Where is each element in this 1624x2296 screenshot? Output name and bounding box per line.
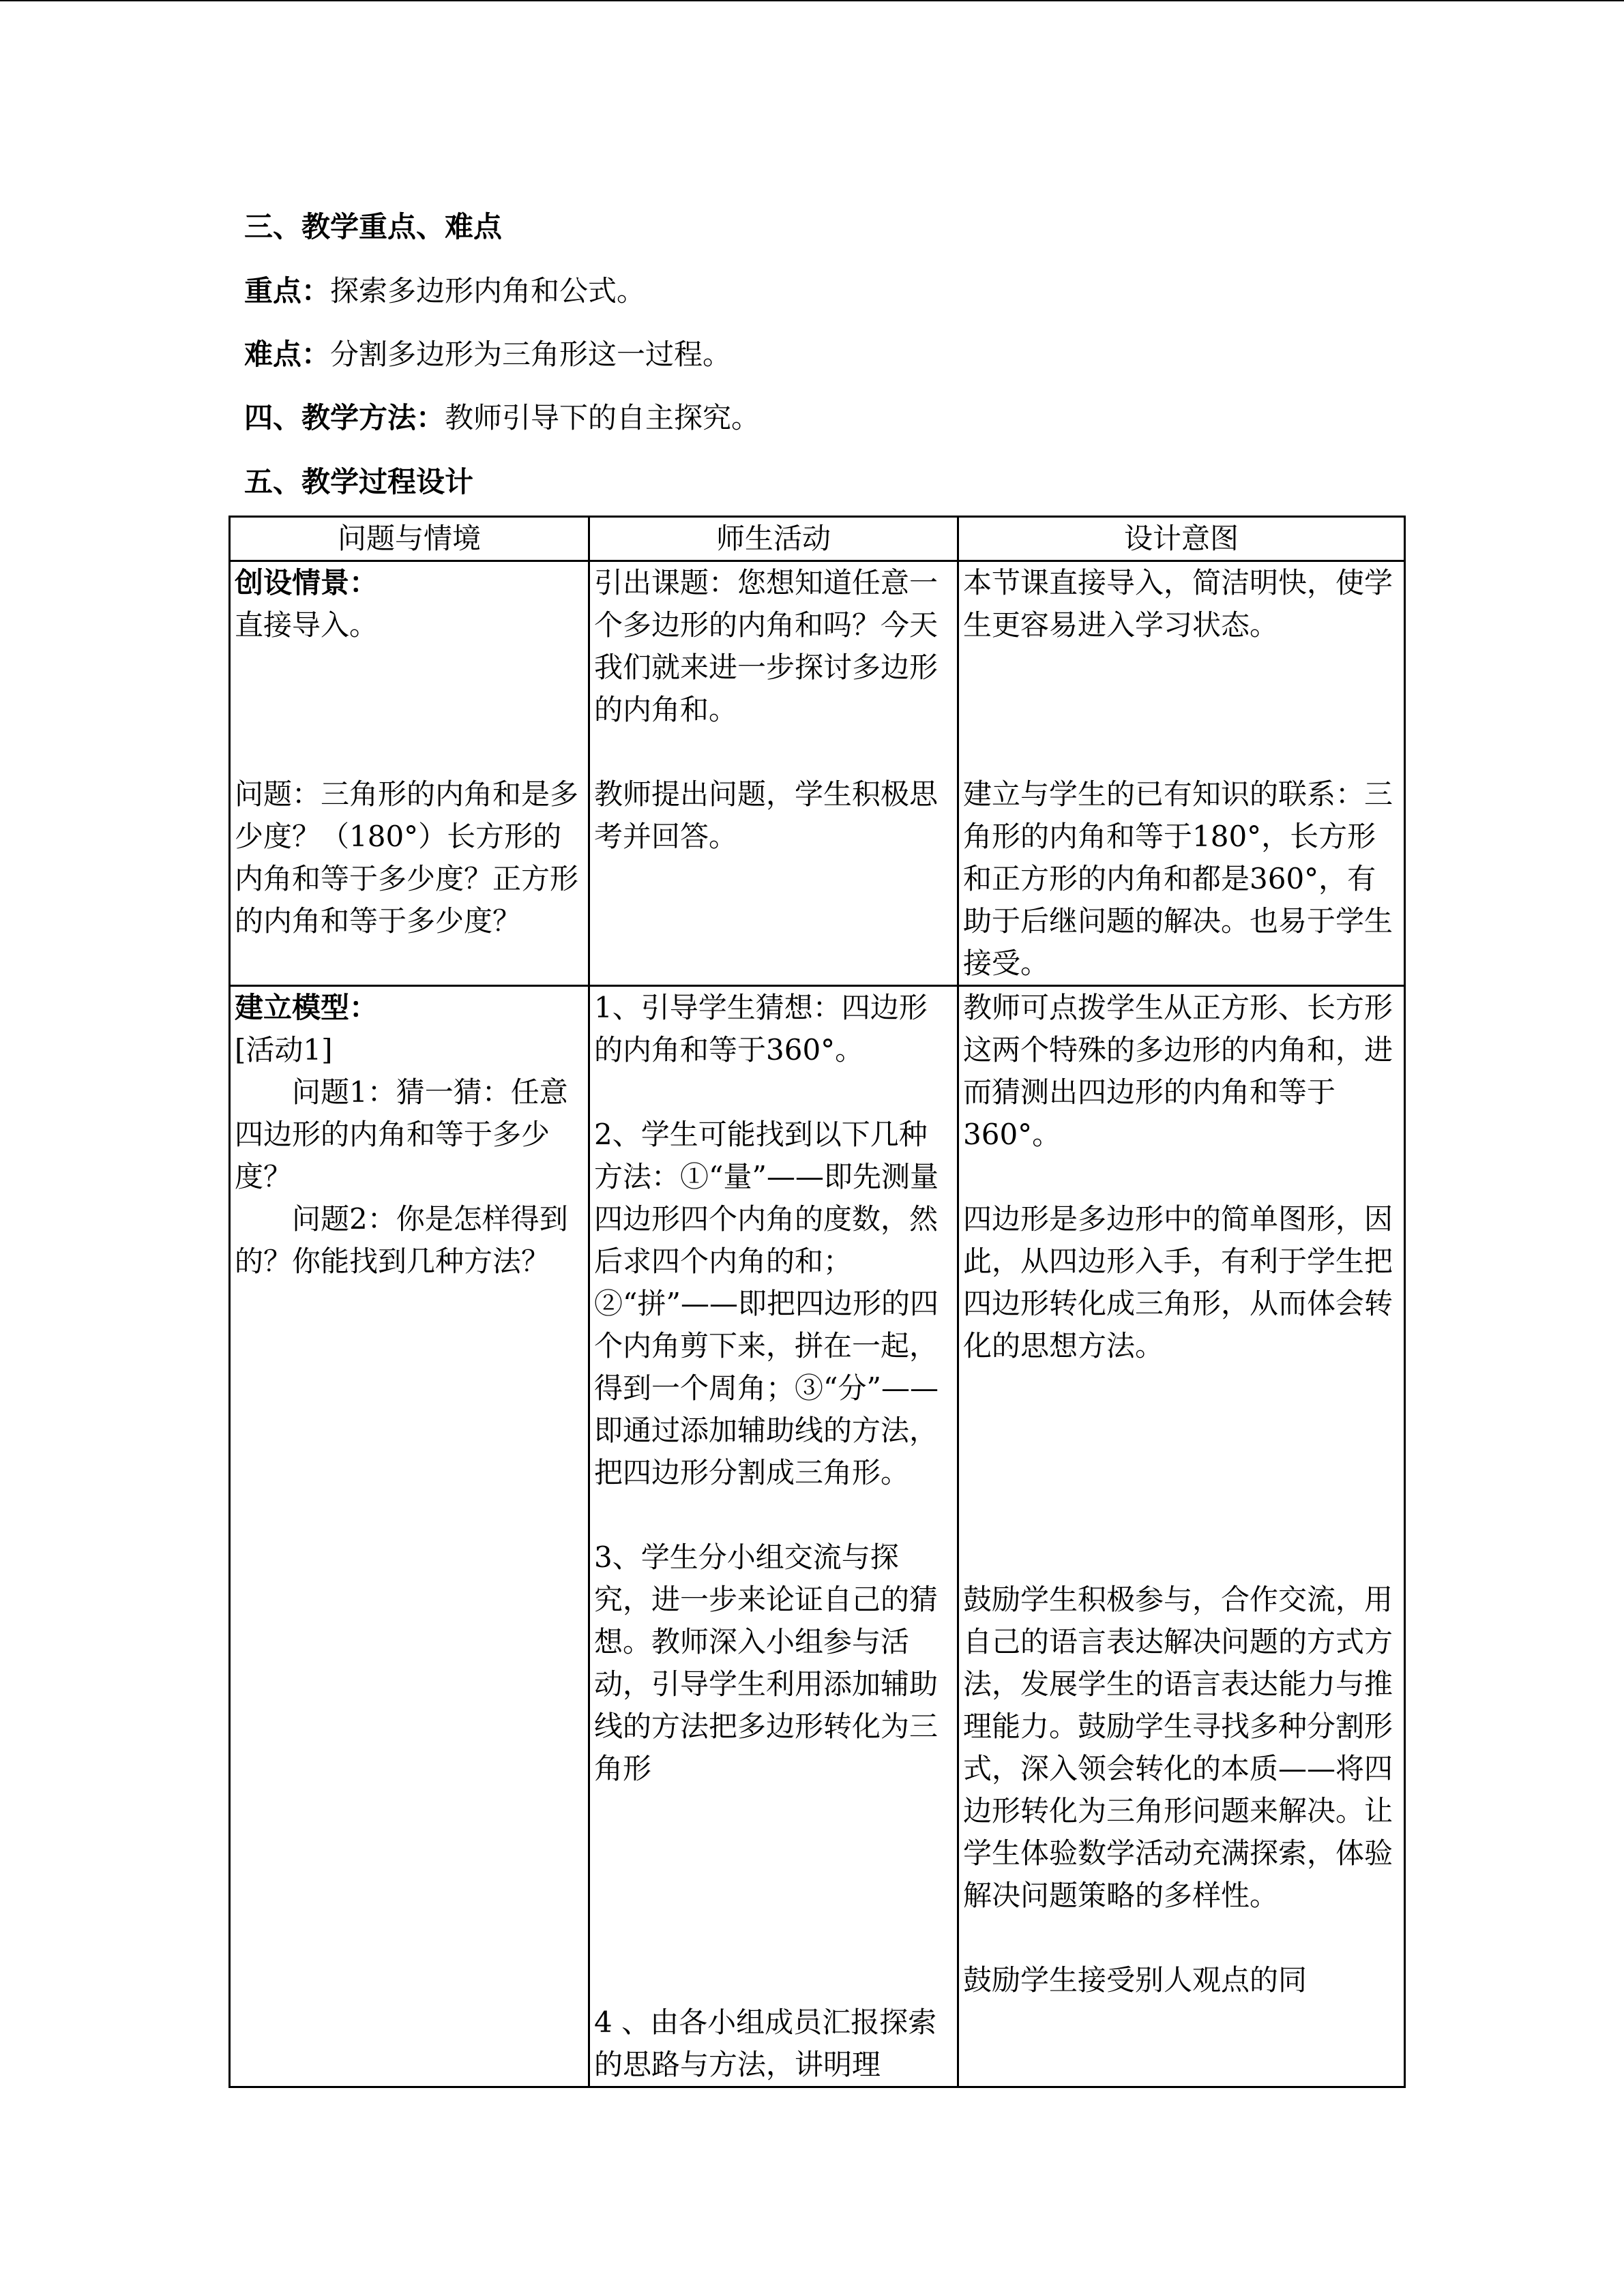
question-1: 问题1：猜一猜：任意四边形的内角和等于多少度？ [235,1075,568,1193]
cell-activity-model [589,986,958,2087]
cell-activity-intro [589,561,958,986]
cell-intent-model [958,986,1405,2087]
lesson-design-table [228,516,1406,2088]
activity-step-1: 1、引导学生猜想：四边形的内角和等于360°。 [594,991,928,1067]
header-activity: 师生活动 [589,517,958,561]
model-title: 建立模型： [235,991,379,1024]
table-header-row [230,517,1405,561]
section-3-heading: 三、教学重点、难点 [244,210,503,243]
cell-intent-intro [958,561,1405,986]
situation-title: 创设情景： [235,566,379,599]
intent-connection-text: 建立与学生的已有知识的联系：三角形的内角和等于180°，长方形和正方形的内角和都是360°，有助于后继问题的解决。也易于学生接受。 [963,777,1393,980]
situation-question: 问题：三角形的内角和是多少度？（180°）长方形的内角和等于多少度？正方形的内角和等于多少度？ [235,777,579,938]
activity-question-text: 教师提出问题，学生积极思考并回答。 [594,777,939,853]
header-intent: 设计意图 [958,517,1405,561]
table-row-model [230,986,1405,2087]
cell-situation-intro [230,561,589,986]
intent-step-2: 四边形是多边形中的简单图形，因此，从四边形入手，有利于学生把四边形转化成三角形，从而体会转化的思想方法。 [963,1202,1393,1362]
activity-step-4: 4 、由各小组成员汇报探索的思路与方法，讲明理 [594,2006,937,2081]
key-point: 重点：探索多边形内角和公式。 [244,274,646,308]
page-top-border [0,0,1624,1]
difficulty-point: 难点：分割多边形为三角形这一过程。 [244,338,732,371]
intent-step-3: 鼓励学生积极参与，合作交流，用自己的语言表达解决问题的方式方法，发展学生的语言表达能力与推理能力。鼓励学生寻找多种分割形式，深入领会转化的本质——将四边形转化为三角形问题来解决。让学生体验数学活动充满探索，体验解决问题策略的多样性。 [963,1583,1393,1912]
intent-step-1: 教师可点拨学生从正方形、长方形这两个特殊的多边形的内角和，进而猜测出四边形的内角和等于360°。 [963,991,1393,1151]
activity-step-3: 3、学生分小组交流与探究，进一步来论证自己的猜想。教师深入小组参与活动，引导学生利用添加辅助线的方法把多边形转化为三角形 [594,1540,939,1785]
intent-step-4: 鼓励学生接受别人观点的同 [963,1963,1308,1997]
teaching-method: 四、教学方法：教师引导下的自主探究。 [244,401,761,434]
intent-intro-text: 本节课直接导入，简洁明快，使学生更容易进入学习状态。 [963,566,1393,642]
activity-step-2: 2、学生可能找到以下几种方法：①“量”——即先测量四边形四个内角的度数，然后求四个内角的和；②“拼”——即把四边形的四个内角剪下来，拼在一起，得到一个周角；③“分”——即通过添加辅助线的方法，把四边形分割成三角形。 [594,1118,939,1489]
section-5-heading: 五、教学过程设计 [244,465,474,498]
activity-intro-text: 引出课题：您想知道任意一个多边形的内角和吗？今天我们就来进一步探讨多边形的内角和。 [594,566,939,726]
activity-label: [活动1] [235,1033,333,1067]
question-2: 问题2：你是怎样得到的？你能找到几种方法？ [235,1202,568,1278]
cell-situation-model [230,986,589,2087]
table-row-intro [230,561,1405,986]
header-situation: 问题与情境 [230,517,589,561]
situation-text: 直接导入。 [235,608,379,642]
